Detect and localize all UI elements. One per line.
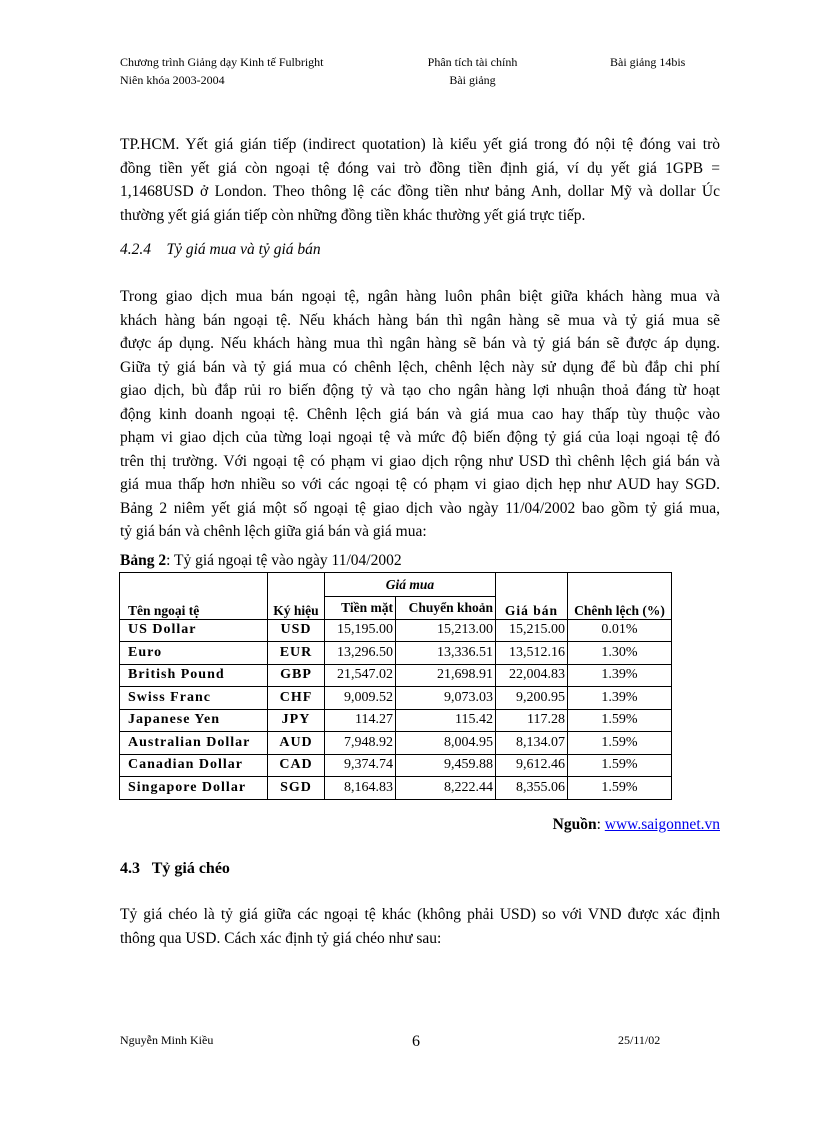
- text-line: phạm vi giao dịch của từng loại ngoại tệ và mức độ biến động tỷ giá của loại ngoại tệ đó: [120, 429, 720, 446]
- cash-rate-cell: 15,195.00: [325, 619, 396, 642]
- header-currency-name: Tên ngoại tệ: [120, 573, 268, 620]
- header-course-title: Chương trình Giảng dạy Kinh tế Fulbright: [120, 55, 324, 69]
- cash-rate-cell: 9,374.74: [325, 754, 396, 777]
- currency-symbol-cell: CHF: [268, 687, 325, 710]
- currency-symbol-cell: SGD: [268, 777, 325, 800]
- table-row: [120, 642, 672, 665]
- header-lecture-number: Bài giảng 14bis: [610, 55, 686, 69]
- paragraph-indirect-quotation: [120, 133, 720, 227]
- spread-cell: 1.59%: [568, 777, 672, 800]
- footer-author: Nguyễn Minh Kiều: [120, 1033, 214, 1047]
- sell-rate-cell: 9,612.46: [496, 754, 568, 777]
- header-subject: [380, 53, 565, 89]
- text-line: đồng tiền yết giá còn ngoại tệ đóng vai trò đồng tiền định giá, ví dụ yết giá 1GPB =: [120, 159, 720, 177]
- spread-cell: 1.39%: [568, 664, 672, 687]
- header-subject-type: Bài giảng: [449, 73, 496, 87]
- source-separator: :: [596, 816, 605, 833]
- text-line: TP.HCM. Yết giá gián tiếp (indirect quotation) là kiểu yết giá trong đó nội tệ đóng vai trò: [120, 136, 720, 153]
- transfer-rate-cell: 21,698.91: [396, 664, 496, 687]
- sell-rate-cell: 13,512.16: [496, 642, 568, 665]
- currency-symbol-cell: EUR: [268, 642, 325, 665]
- currency-name-cell: Australian Dollar: [120, 732, 268, 755]
- transfer-rate-cell: 9,459.88: [396, 754, 496, 777]
- header-sell-rate: Giá bán: [496, 573, 568, 620]
- spread-cell: 1.59%: [568, 754, 672, 777]
- currency-name-cell: Singapore Dollar: [120, 777, 268, 800]
- header-spread: Chênh lệch (%): [568, 573, 672, 620]
- table-row: [120, 709, 672, 732]
- spread-cell: 1.59%: [568, 732, 672, 755]
- text-line: động kinh doanh ngoại tệ. Chênh lệch giá bán và giá mua cao hay thấp tùy thuộc vào: [120, 405, 720, 423]
- header-school-year: Niên khóa 2003-2004: [120, 73, 225, 87]
- text-line: thông qua USD. Cách xác định tỷ giá chéo như sau:: [120, 929, 442, 947]
- text-line: thường yết giá gián tiếp còn những đồng tiền khác thường yết giá trực tiếp.: [120, 206, 586, 224]
- header-transfer: Chuyển khoản: [396, 597, 496, 620]
- currency-name-cell: Swiss Franc: [120, 687, 268, 710]
- header-symbol: Ký hiệu: [268, 573, 325, 620]
- source-label: Nguồn: [552, 816, 597, 833]
- spread-cell: 1.39%: [568, 687, 672, 710]
- table-row: [120, 664, 672, 687]
- text-line: 1,1468USD ở London. Theo thông lệ các đồng tiền như bảng Anh, dollar Mỹ và dollar Úc: [120, 183, 720, 200]
- cash-rate-cell: 114.27: [325, 709, 396, 732]
- text-line: Giữa tỷ giá bán và tỷ giá mua có chênh lệch, chênh lệch này sử dụng để bù đắp chi phí: [120, 358, 720, 376]
- cash-rate-cell: 13,296.50: [325, 642, 396, 665]
- table-row: [120, 687, 672, 710]
- table-source: [553, 816, 720, 834]
- text-line: Bảng 2 niêm yết giá một số ngoại tệ giao dịch vào ngày 11/04/2002 bao gồm tỷ giá mua,: [120, 499, 720, 517]
- text-line: giá mua thấp hơn nhiều so với các ngoại tệ có phạm vi giao dịch hẹp như AUD hay SGD.: [120, 476, 720, 493]
- header-buy-rate: Giá mua: [325, 573, 496, 597]
- table-row: [120, 619, 672, 642]
- text-line: được áp dụng. Nếu khách hàng mua thì ngân hàng sẽ bán và tỷ giá bán sẽ được áp dụng.: [120, 335, 720, 352]
- footer-date: 25/11/02: [618, 1033, 661, 1047]
- header-cash: Tiền mặt: [325, 597, 396, 620]
- table-row: [120, 732, 672, 755]
- currency-symbol-cell: AUD: [268, 732, 325, 755]
- spread-cell: 1.30%: [568, 642, 672, 665]
- currency-name-cell: Canadian Dollar: [120, 754, 268, 777]
- transfer-rate-cell: 8,222.44: [396, 777, 496, 800]
- table-caption: [120, 552, 402, 570]
- exchange-rate-table: [119, 572, 672, 800]
- subsection-heading: 4.2.4 Tỷ giá mua và tỷ giá bán: [120, 241, 321, 258]
- text-line: tỷ giá bán và chênh lệch giữa giá bán và giá mua:: [120, 523, 427, 540]
- paragraph-buy-sell-rates: [120, 285, 720, 544]
- currency-symbol-cell: USD: [268, 619, 325, 642]
- transfer-rate-cell: 115.42: [396, 709, 496, 732]
- text-line: khách hàng bán ngoại tệ. Nếu khách hàng bán thì ngân hàng sẽ mua và tỷ giá mua sẽ: [120, 311, 720, 329]
- sell-rate-cell: 9,200.95: [496, 687, 568, 710]
- sell-rate-cell: 15,215.00: [496, 619, 568, 642]
- text-line: Trong giao dịch mua bán ngoại tệ, ngân hàng luôn phân biệt giữa khách hàng mua và: [120, 288, 720, 305]
- table-caption-label: Bảng 2: [120, 552, 167, 569]
- sell-rate-cell: 117.28: [496, 709, 568, 732]
- sell-rate-cell: 8,134.07: [496, 732, 568, 755]
- text-line: trên thị trường. Với ngoại tệ có phạm vi giao dịch rộng như USD thì chênh lệch giá bán và: [120, 452, 720, 470]
- currency-symbol-cell: GBP: [268, 664, 325, 687]
- currency-symbol-cell: CAD: [268, 754, 325, 777]
- cash-rate-cell: 21,547.02: [325, 664, 396, 687]
- spread-cell: 1.59%: [568, 709, 672, 732]
- transfer-rate-cell: 9,073.03: [396, 687, 496, 710]
- currency-name-cell: British Pound: [120, 664, 268, 687]
- source-link[interactable]: www.saigonnet.vn: [604, 816, 720, 833]
- cash-rate-cell: 9,009.52: [325, 687, 396, 710]
- header-subject-title: Phân tích tài chính: [427, 55, 518, 69]
- transfer-rate-cell: 8,004.95: [396, 732, 496, 755]
- transfer-rate-cell: 15,213.00: [396, 619, 496, 642]
- text-line: giao dịch, bù đắp rủi ro biến động tỷ và tạo cho ngân hàng lợi nhuận thoả đáng từ hoạt: [120, 382, 720, 399]
- currency-name-cell: US Dollar: [120, 619, 268, 642]
- spread-cell: 0.01%: [568, 619, 672, 642]
- paragraph-cross-rate: [120, 903, 720, 950]
- transfer-rate-cell: 13,336.51: [396, 642, 496, 665]
- cash-rate-cell: 7,948.92: [325, 732, 396, 755]
- cash-rate-cell: 8,164.83: [325, 777, 396, 800]
- currency-name-cell: Euro: [120, 642, 268, 665]
- section-heading: 4.3 Tỷ giá chéo: [120, 860, 230, 877]
- table-row: [120, 754, 672, 777]
- text-line: Tỷ giá chéo là tỷ giá giữa các ngoại tệ khác (không phải USD) so với VND được xác định: [120, 906, 720, 923]
- currency-symbol-cell: JPY: [268, 709, 325, 732]
- header-course: [120, 53, 324, 89]
- sell-rate-cell: 22,004.83: [496, 664, 568, 687]
- sell-rate-cell: 8,355.06: [496, 777, 568, 800]
- currency-name-cell: Japanese Yen: [120, 709, 268, 732]
- table-row: [120, 777, 672, 800]
- table-caption-text: : Tỷ giá ngoại tệ vào ngày 11/04/2002: [166, 552, 402, 569]
- footer-page-number: 6: [412, 1033, 420, 1050]
